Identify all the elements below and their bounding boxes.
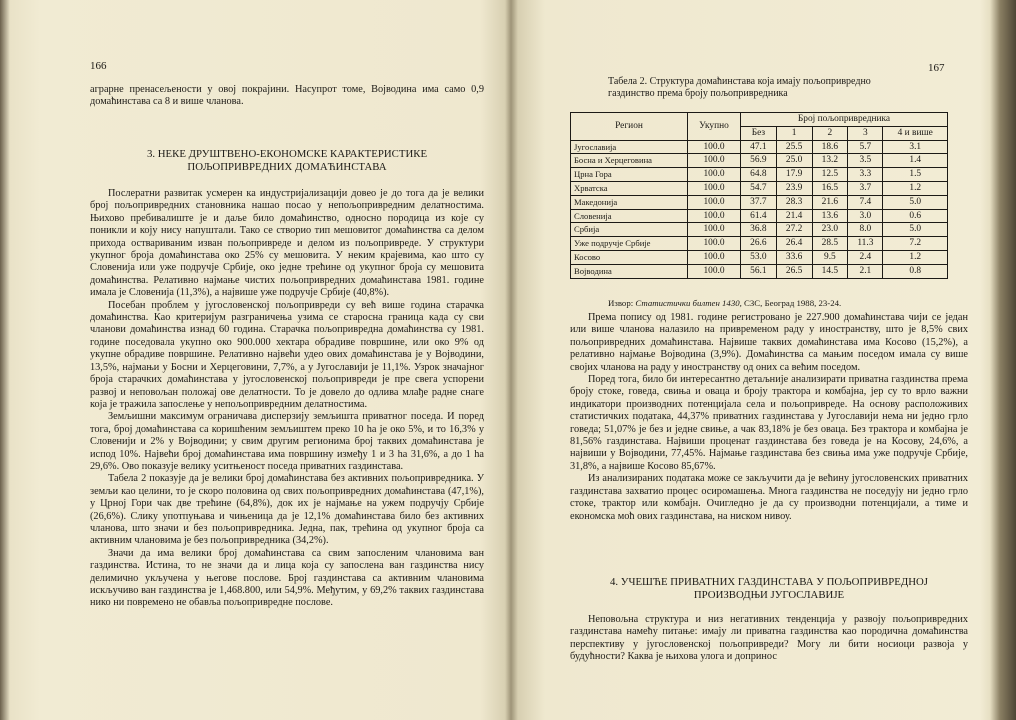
- value-cell: 7.2: [883, 237, 948, 251]
- region-cell: Босна и Херцеговина: [571, 154, 688, 168]
- region-cell: Југославија: [571, 140, 688, 154]
- total-cell: 100.0: [688, 154, 741, 168]
- table-row: [571, 264, 948, 278]
- right-closing-text: [570, 614, 968, 664]
- value-cell: 56.1: [741, 264, 777, 278]
- value-cell: 3.5: [848, 154, 883, 168]
- total-cell: 100.0: [688, 223, 741, 237]
- value-cell: 3.0: [848, 209, 883, 223]
- subheader: Без: [741, 126, 777, 140]
- value-cell: 33.6: [776, 250, 812, 264]
- table-2: [570, 112, 948, 279]
- table-row: [571, 181, 948, 195]
- region-cell: Црна Гора: [571, 168, 688, 182]
- source-title: Статистички билтен 1430,: [635, 298, 742, 308]
- value-cell: 28.3: [776, 195, 812, 209]
- region-cell: Македонија: [571, 195, 688, 209]
- subheader: 1: [776, 126, 812, 140]
- value-cell: 5.7: [848, 140, 883, 154]
- value-cell: 2.1: [848, 264, 883, 278]
- right-page: [522, 0, 992, 720]
- region-cell: Уже подручје Србије: [571, 237, 688, 251]
- source-prefix: Извор:: [608, 298, 634, 308]
- value-cell: 54.7: [741, 181, 777, 195]
- section-title-4: 4. УЧЕШЋЕ ПРИВАТНИХ ГАЗДИНСТАВА У ПОЉОПРИВРЕДНОЈ ПРОИЗВОДЊИ ЈУГОСЛАВИЈЕ: [610, 576, 928, 601]
- value-cell: 8.0: [848, 223, 883, 237]
- page-number-right: 167: [928, 62, 945, 74]
- header-region: Регион: [571, 113, 688, 141]
- value-cell: 21.4: [776, 209, 812, 223]
- region-cell: Хрватска: [571, 181, 688, 195]
- value-cell: 23.9: [776, 181, 812, 195]
- value-cell: 25.0: [776, 154, 812, 168]
- value-cell: 17.9: [776, 168, 812, 182]
- header-total: Укупно: [688, 113, 741, 141]
- value-cell: 1.2: [883, 181, 948, 195]
- value-cell: 21.6: [812, 195, 848, 209]
- value-cell: 36.8: [741, 223, 777, 237]
- value-cell: 1.2: [883, 250, 948, 264]
- total-cell: 100.0: [688, 140, 741, 154]
- subheader: 2: [812, 126, 848, 140]
- value-cell: 3.7: [848, 181, 883, 195]
- value-cell: 5.0: [883, 223, 948, 237]
- source-rest: СЗС, Београд 1988, 23-24.: [744, 298, 842, 308]
- region-cell: Војводина: [571, 264, 688, 278]
- paragraph: аграрне пренасељености у овој покрајини. Насупрот томе, Војводина има само 0,9 домаћинстава са 8 и више чланова.: [90, 84, 484, 108]
- paragraph: Поред тога, било би интересантно детаљније анализирати приватна газдинства према броју стоке, говеда, свиња и оваца и броју трактора и комбајна, јер су то врло важни индикатори производних потенцијала села и пољопривреде. На основу расположивих статистичких података, 44,37% приватних газдинстава у Југославији нема ни једно грло говеда; 51,07% је без и једне свиње, а чак 83,18% је без оваца. Без трактора и комбајна је 81,56% газдинстава. Највиши проценат газдинстава без говеда је на Косову, 24,6%, а највиши у Војводини, 77,45%. Најмање газдинстава без свиња има уже подручје Србије, 31,8%, а највише Косово 85,67%.: [570, 374, 968, 472]
- left-body-text: [90, 188, 484, 610]
- paragraph: Неповољна структура и низ негативних тенденција у развоју пољопривредних газдинстава намећу питање: имају ли приватна газдинства као породична домаћинства перспективу у југословенској пољопривреди? Могу ли бити носиоци развоја у будућности? Каква је њихова улога и допринос: [570, 614, 968, 663]
- table-source: [608, 298, 841, 308]
- total-cell: 100.0: [688, 237, 741, 251]
- value-cell: 3.1: [883, 140, 948, 154]
- value-cell: 7.4: [848, 195, 883, 209]
- value-cell: 64.8: [741, 168, 777, 182]
- value-cell: 26.5: [776, 264, 812, 278]
- value-cell: 0.6: [883, 209, 948, 223]
- value-cell: 37.7: [741, 195, 777, 209]
- value-cell: 53.0: [741, 250, 777, 264]
- total-cell: 100.0: [688, 195, 741, 209]
- value-cell: 2.4: [848, 250, 883, 264]
- value-cell: 1.5: [883, 168, 948, 182]
- table-row: [571, 223, 948, 237]
- subheader: 4 и више: [883, 126, 948, 140]
- table-row: [571, 168, 948, 182]
- value-cell: 47.1: [741, 140, 777, 154]
- total-cell: 100.0: [688, 250, 741, 264]
- table-row: [571, 250, 948, 264]
- value-cell: 23.0: [812, 223, 848, 237]
- table-caption: Табела 2. Структура домаћинстава која имају пољопривредно газдинство према броју пољопривредника: [608, 76, 871, 99]
- value-cell: 13.6: [812, 209, 848, 223]
- page-number-left: 166: [90, 60, 107, 72]
- value-cell: 13.2: [812, 154, 848, 168]
- paragraph: Из анализираних података може се закључити да је већину југословенских приватних газдинстава захватио процес осиромашења. Многа газдинства не поседују ни једно грло стоке, трактор или комбајн. Очигледно је да су производни потенцијали, а тиме и економска моћ ових газдинстава, на ниском нивоу.: [570, 473, 968, 522]
- paragraph: Значи да има велики број домаћинстава са свим запосленим члановима ван газдинства. Истина, то не значи да и лица која су запослена ван газдинства нису делимично укључена у његове послове. Број газдинстава са активним члановима искључиво ван газдинства је 1,468.800, или 54,9%. Међутим, у 69,2% таквих газдинстава нико ни повремено не обавља пољопривредне послове.: [90, 547, 484, 609]
- value-cell: 9.5: [812, 250, 848, 264]
- paragraph: Према попису од 1981. године регистровано је 227.900 домаћинстава чији се један или више чланова налазило на привременом раду у иностранству, што је 8,5% свих пољопривредних домаћинстава. Највише таквих домаћинстава има Косово (15,2%), а релативно најмање Војводина (3,9%). Домаћинства са мањим поседом имала су више својих чланова на раду у иностранству од оних са већим поседом.: [570, 312, 968, 373]
- paragraph: Табела 2 показује да је велики број домаћинстава без активних пољопривредника. У земљи као целини, то је скоро половина од свих пољопривредних домаћинстава (47,1%), у Црној Гори чак две трећине (64,8%), док их је најмање на ужем подручју Србије (26,6%). Слику употпуњава и чињеница да је 12,1% домаћинстава било без активних чланова, што значи и без пољопривредника. Једна, пак, трећина од укупног броја са активним члановима је без пољопривредника (34,2%).: [90, 473, 484, 547]
- table-row: [571, 195, 948, 209]
- value-cell: 16.5: [812, 181, 848, 195]
- value-cell: 12.5: [812, 168, 848, 182]
- value-cell: 26.4: [776, 237, 812, 251]
- region-cell: Косово: [571, 250, 688, 264]
- value-cell: 56.9: [741, 154, 777, 168]
- total-cell: 100.0: [688, 168, 741, 182]
- value-cell: 1.4: [883, 154, 948, 168]
- header-farmers-group: Број пољопривредника: [741, 113, 948, 127]
- value-cell: 61.4: [741, 209, 777, 223]
- left-intro-paragraph: [90, 84, 484, 109]
- value-cell: 11.3: [848, 237, 883, 251]
- table-row: [571, 140, 948, 154]
- table-row: [571, 237, 948, 251]
- right-body-text: [570, 312, 968, 523]
- value-cell: 28.5: [812, 237, 848, 251]
- value-cell: 27.2: [776, 223, 812, 237]
- value-cell: 26.6: [741, 237, 777, 251]
- value-cell: 18.6: [812, 140, 848, 154]
- total-cell: 100.0: [688, 209, 741, 223]
- region-cell: Словенија: [571, 209, 688, 223]
- value-cell: 14.5: [812, 264, 848, 278]
- region-cell: Србија: [571, 223, 688, 237]
- paragraph: Посебан проблем у југословенској пољопривреди су већ више година старачка домаћинства. Као критеријум разграничења узима се старосна граница када су сви чланови домаћинства изнад 60 година. Старачка пољопривредна домаћинства су 1981. године поседовала укупно око 900.000 хектара обрадиве површине, или око 9% од укупне обрадиве површине. Релативно највећи удео ових домаћинстава је у Војводини, 13,5%, најмањи у Босни и Херцеговини, 7,7%, а у Југославији је 11,1%. Узрок значајног броја старачких домаћинстава у југословенској пољопривреди је пре свега успорени развој и неповољан положај ове делатности. То је довело до одлива млађе радне снаге која је тражила запослење у непољопривредним делатностима.: [90, 299, 484, 410]
- section-title-3: 3. НЕКЕ ДРУШТВЕНО-ЕКОНОМСКЕ КАРАКТЕРИСТИКЕ ПОЉОПРИВРЕДНИХ ДОМАЋИНСТАВА: [146, 148, 428, 173]
- subheader: 3: [848, 126, 883, 140]
- value-cell: 5.0: [883, 195, 948, 209]
- table-row: [571, 154, 948, 168]
- value-cell: 3.3: [848, 168, 883, 182]
- paragraph: Земљишни максимум ограничава дисперзију земљишта приватног поседа. И поред тога, број домаћинстава са коришћеним земљиштем преко 10 ha је око 5%, и то 16,3% у Словенији и 2% у Војводини; у свим другим регионима број таквих домаћинстава је испод 10%. Највећи број домаћинстава има површину између 1 и 3 ha 31,6%, а до 1 ha 29,6%. Ово показује велику уситњеност поседа приватних газдинстава.: [90, 411, 484, 472]
- total-cell: 100.0: [688, 181, 741, 195]
- left-page: [14, 0, 504, 720]
- total-cell: 100.0: [688, 264, 741, 278]
- paragraph: Послератни развитак усмерен ка индустријализацији довео је до тога да је велики број пољопривредних становника нашао посао у непољопривредним делатностима. Њихово пребивалиште је и даље било домаћинство, односно породица из које су поникли и коју нису напуштали. Тако се створио тип мешовитог домаћинства са делом прихода оствариваним изван пољопривреде и делом из пољопривреде. У структури укупног броја домаћинстава око 25% су мешовита. У неким крајевима, као што су Словенија или уже подручје Србије, око једне трећине од укупног броја су мешовита домаћинства. Релативно најмање чистих пољопривредних домаћинстава 1981. године имала је Словенија (11,3%), а највише уже подручје Србије (40,8%).: [90, 188, 484, 299]
- value-cell: 0.8: [883, 264, 948, 278]
- value-cell: 25.5: [776, 140, 812, 154]
- table-row: [571, 209, 948, 223]
